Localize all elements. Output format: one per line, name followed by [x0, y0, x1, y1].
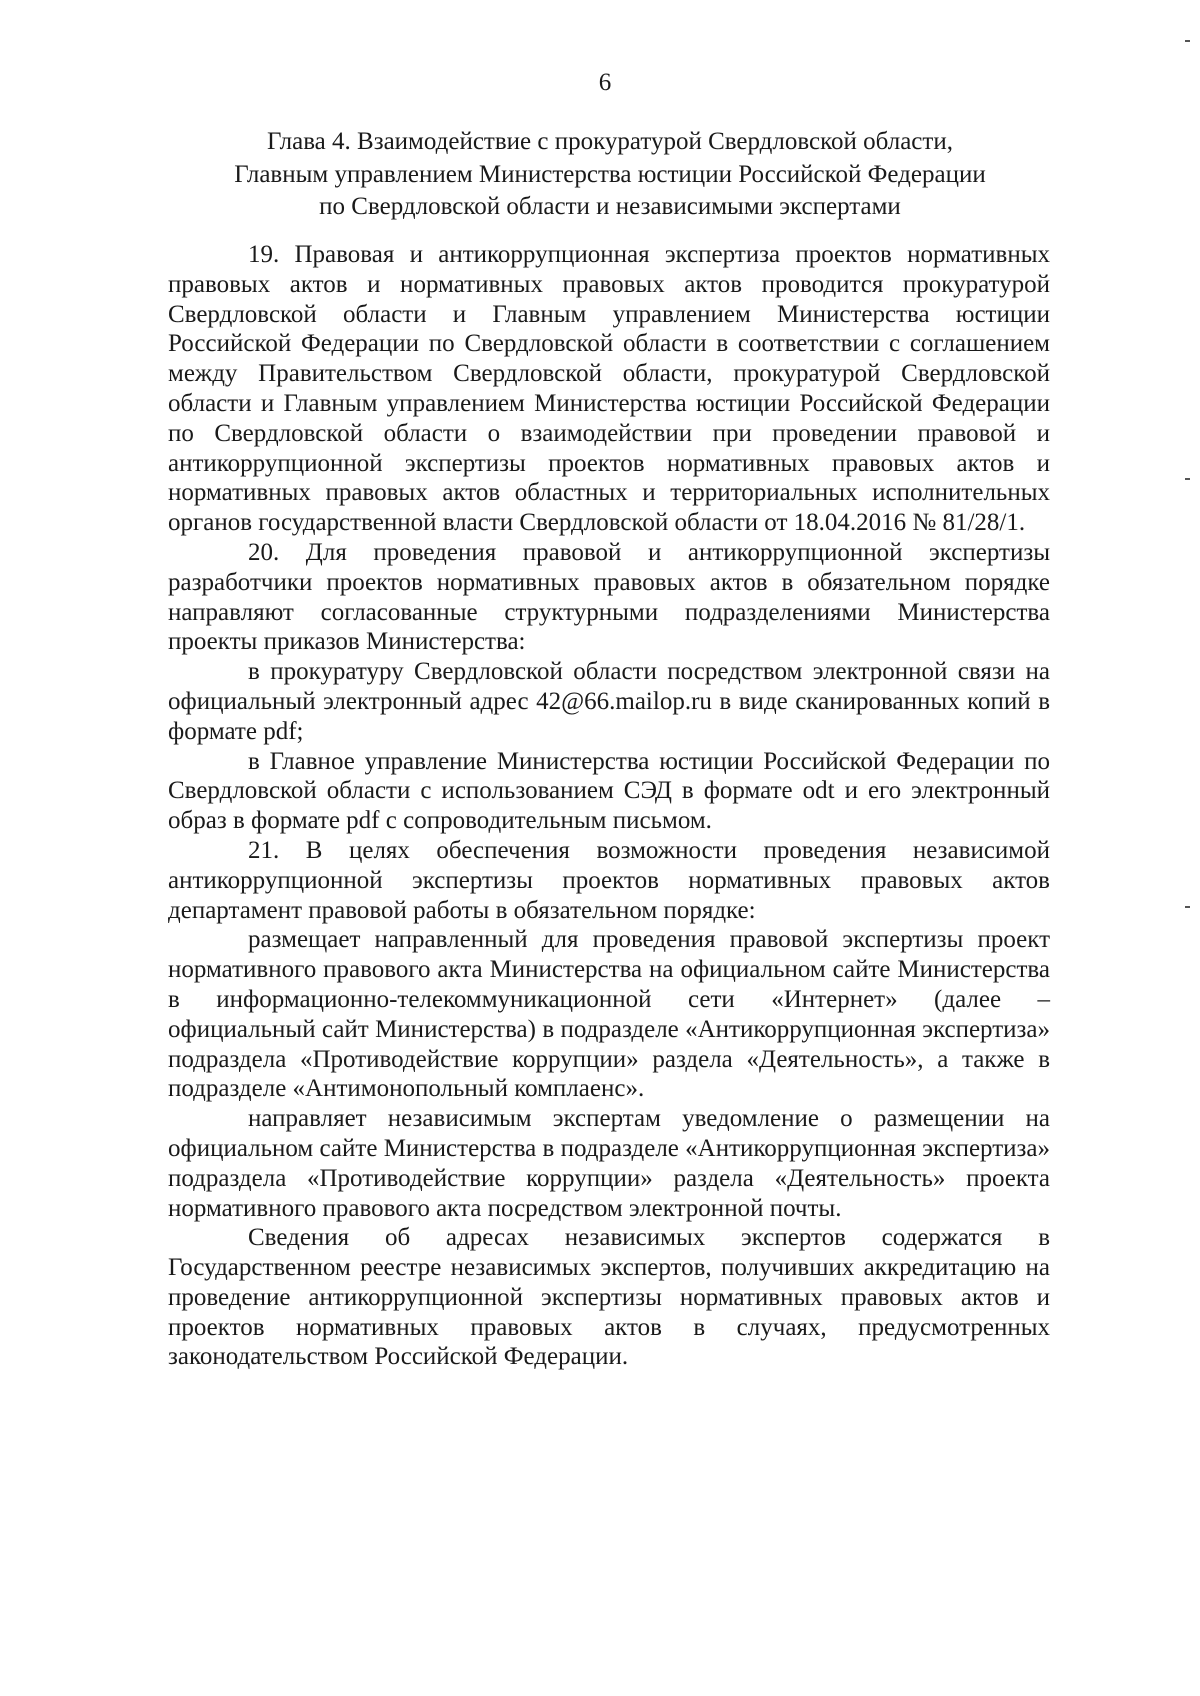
document-body [168, 240, 1050, 1372]
scan-artifact [1185, 906, 1190, 908]
chapter-title [170, 126, 1050, 224]
chapter-title-line: Главным управлением Министерства юстиции Российской Федерации [234, 160, 986, 188]
paragraph-21-notify-item: направляет независимым экспертам уведомление о размещении на официальном сайте Министерства в подразделе «Антикоррупционная экспертиза» подраздела «Противодействие коррупции» раздела «Деятельность» проекта нормативного правового акта посредством электронной почты. [168, 1105, 1050, 1222]
paragraph-19: 19. Правовая и антикоррупционная экспертиза проектов нормативных правовых актов и нормативных правовых актов проводится прокуратурой Свердловской области и Главным управлением Министерства юстиции Российской Федерации по Свердловской области в соответствии с соглашением между Правительством Свердловской области, прокуратурой Свердловской области и Главным управлением Министерства юстиции Российской Федерации по Свердловской области о взаимодействии при проведении правовой и антикоррупционной экспертизы проектов нормативных правовых актов и нормативных правовых актов областных и территориальных исполнительных органов государственной власти Свердловской области от 18.04.2016 № 81/28/1. [168, 241, 1050, 537]
paragraph-20: 20. Для проведения правовой и антикоррупционной экспертизы разработчики проектов нормативных правовых актов в обязательном порядке направляют согласованные структурными подразделениями Министерства проекты приказов Министерства: [168, 538, 1050, 656]
paragraph-21: 21. В целях обеспечения возможности проведения независимой антикоррупционной экспертизы проектов нормативных правовых актов департамент правовой работы в обязательном порядке: [168, 836, 1050, 924]
paragraph-20-justice-item: в Главное управление Министерства юстиции Российской Федерации по Свердловской области с использованием СЭД в формате odt и его электронный образ в формате pdf с сопроводительным письмом. [168, 747, 1050, 835]
chapter-title-line: по Свердловской области и независимыми экспертами [319, 193, 901, 220]
scan-artifact [1185, 40, 1190, 42]
paragraph-20-prosecutor-item: в прокуратуру Свердловской области посредством электронной связи на официальный электронный адрес 42@66.mailop.ru в виде сканированных копий в формате pdf; [168, 658, 1050, 745]
chapter-title-line: Глава 4. Взаимодействие с прокуратурой Свердловской области, [267, 128, 953, 155]
paragraph-21-publish-item: размещает направленный для проведения правовой экспертизы проект нормативного правового акта Министерства на официальном сайте Министерства в информационно-телекоммуникационной сети «Интернет» (далее – официальный сайт Министерства) в подразделе «Антикоррупционная экспертиза» подраздела «Противодействие коррупции» раздела «Деятельность», а также в подразделе «Антимонопольный комплаенс». [168, 926, 1050, 1103]
page-number: 6 [598, 69, 612, 96]
paragraph-experts-info: Сведения об адресах независимых экспертов содержатся в Государственном реестре независимых экспертов, получивших аккредитацию на проведение антикоррупционной экспертизы нормативных правовых актов и проектов нормативных правовых актов в случаях, предусмотренных законодательством Российской Федерации. [168, 1224, 1050, 1371]
scan-artifact [1185, 478, 1190, 480]
